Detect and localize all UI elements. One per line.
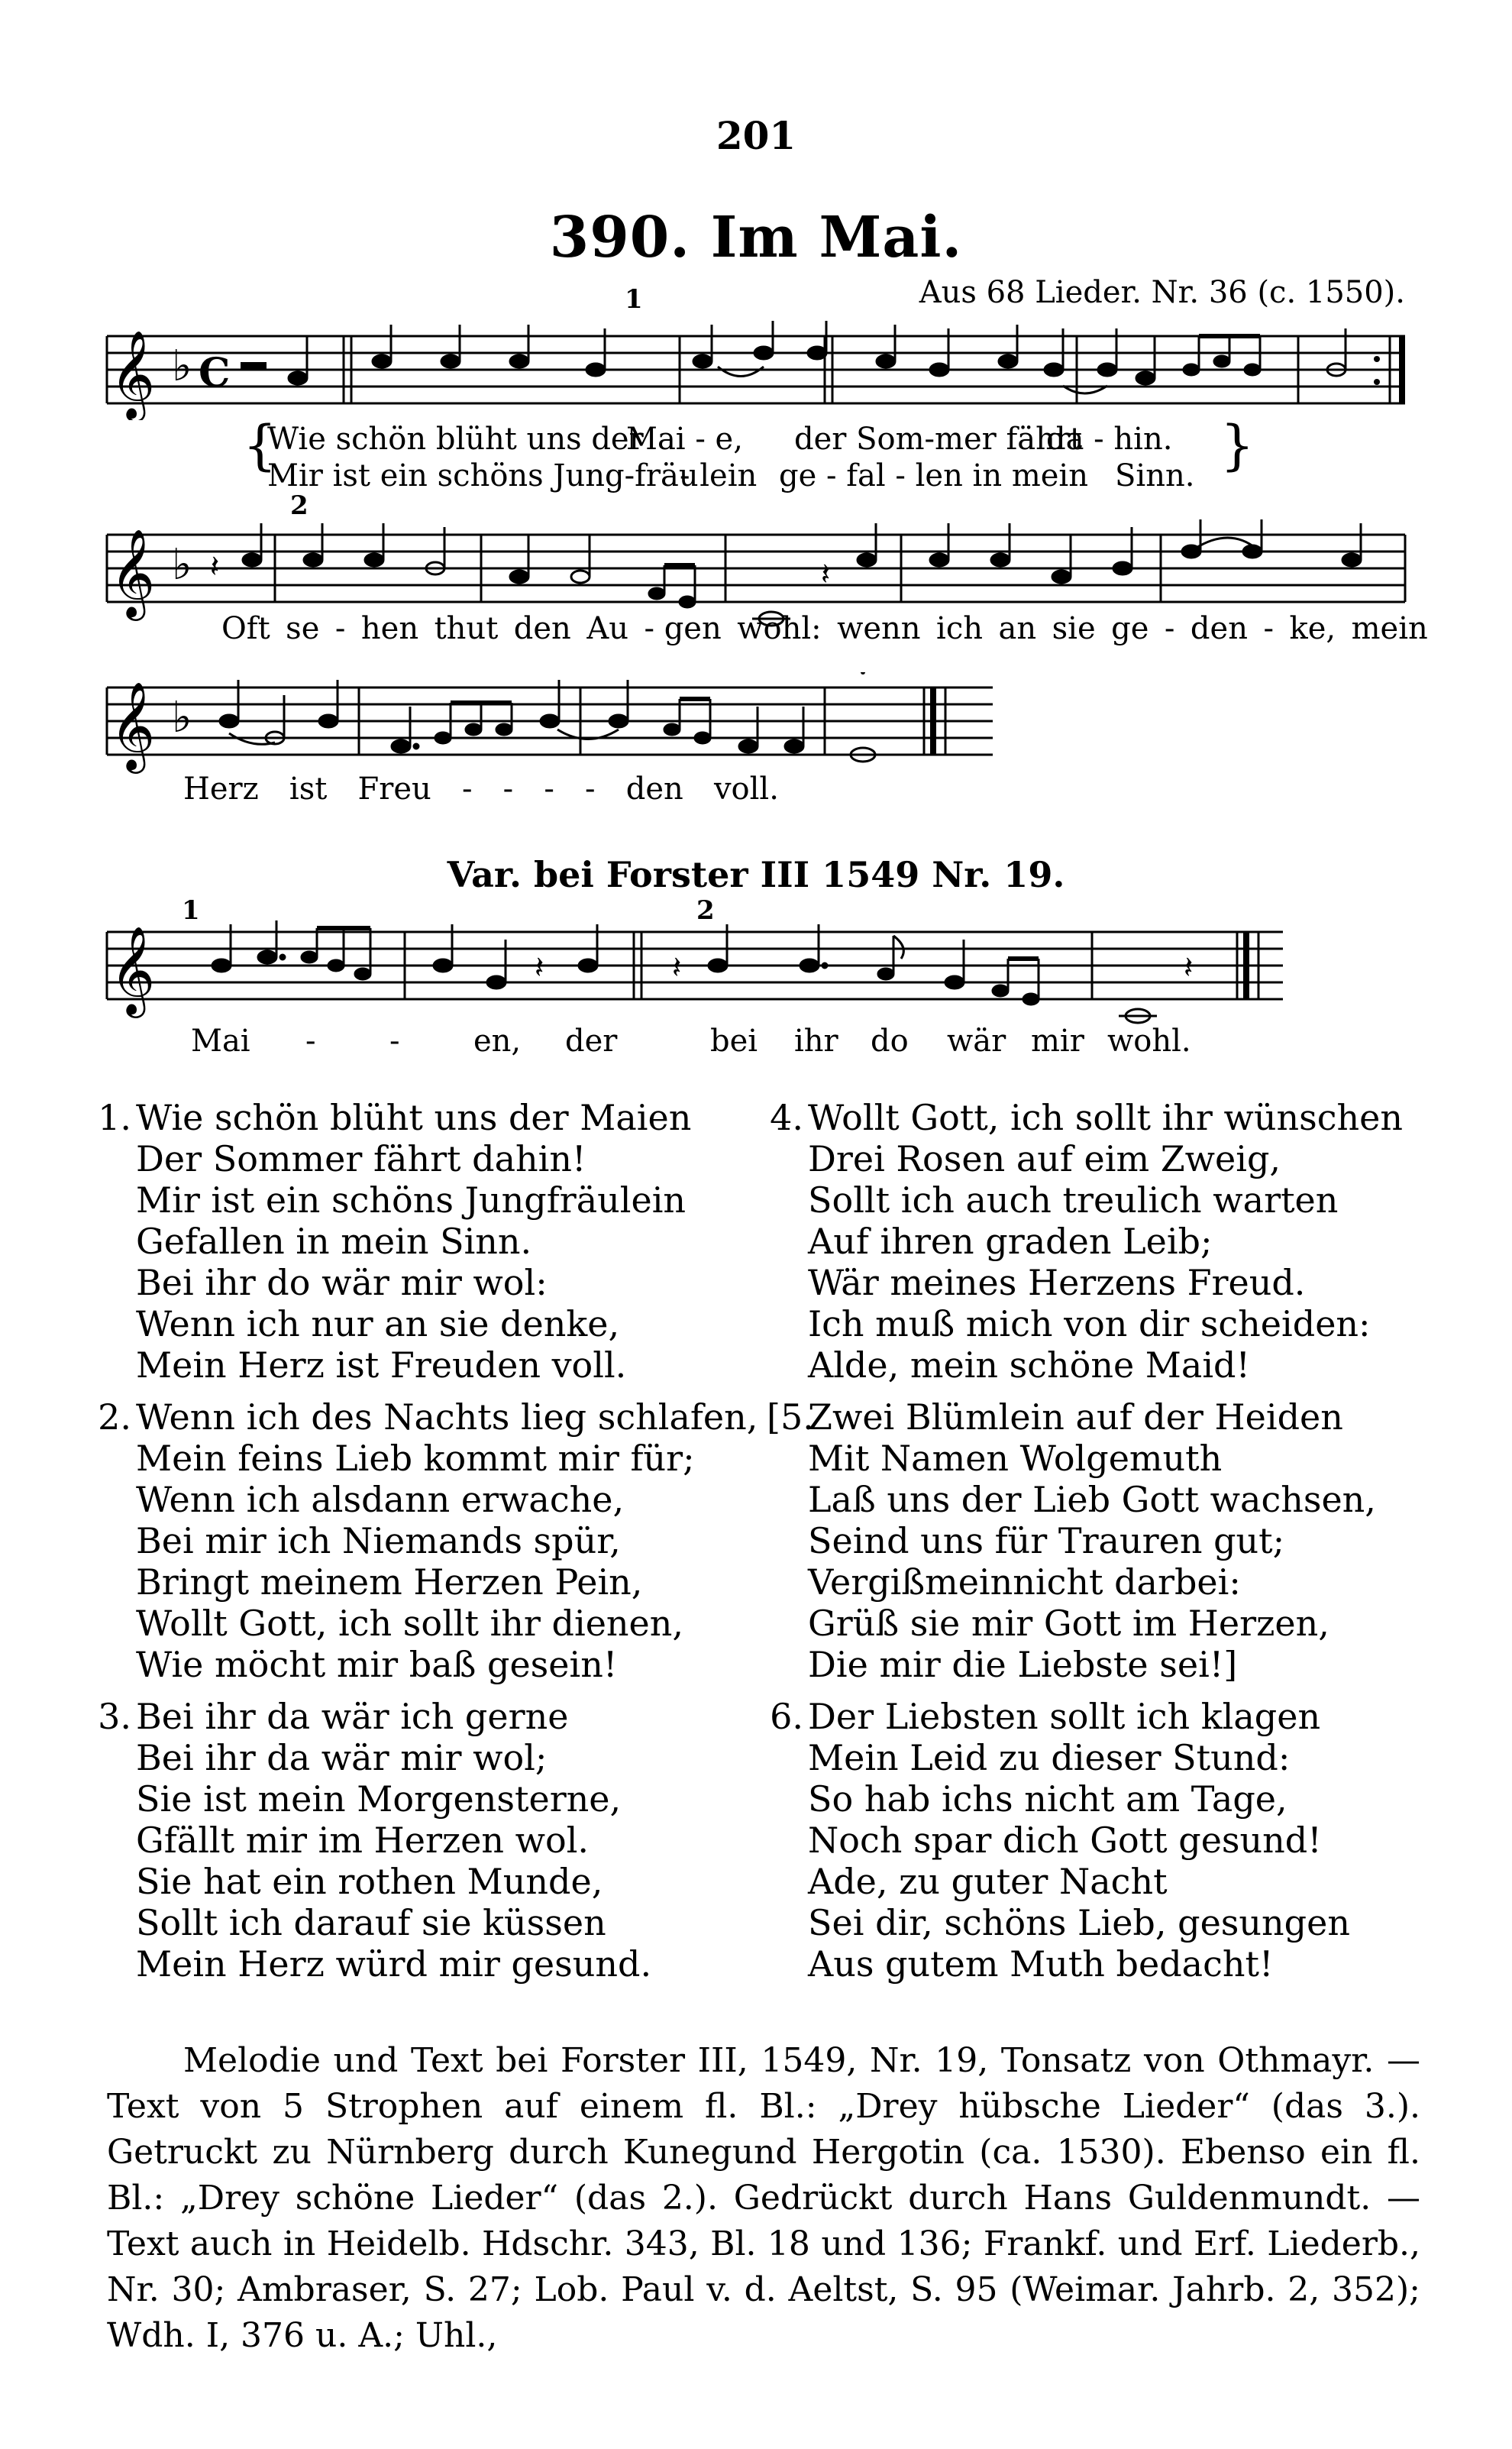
verse-line: Mein Leid zu dieser Stund:: [808, 1737, 1291, 1778]
svg-text:𝄽: 𝄽: [1184, 950, 1194, 985]
lyric-syllable: thut: [434, 611, 499, 646]
lyric-line-2b: - lein: [680, 458, 758, 493]
lyric-syllable: ist: [289, 772, 328, 807]
variant-title: Var. bei Forster III 1549 Nr. 19.: [447, 854, 1065, 895]
lyric-syllable: ich: [936, 611, 984, 646]
lyric-syllable: voll.: [713, 772, 779, 807]
lyric-syllable: an: [998, 611, 1037, 646]
lyric-syllable: -: [502, 772, 514, 807]
lyric-syllable: ge: [1111, 611, 1149, 646]
lyric-line-2a: Mir ist ein schöns Jung-fräu: [267, 458, 699, 493]
verse-line: Ich muß mich von dir scheiden:: [808, 1303, 1371, 1344]
variant-lyric: der: [565, 1024, 618, 1059]
variant-lyric: -: [389, 1024, 400, 1059]
verse-line: Wär meines Herzens Freud.: [808, 1262, 1306, 1303]
stanza-6: [767, 1696, 1439, 1985]
verse-line: Gfällt mir im Herzen wol.: [136, 1820, 590, 1861]
stanza-number: 6.: [770, 1696, 803, 1737]
lyric-syllable: -: [1263, 611, 1274, 646]
verse-line: Laß uns der Lieb Gott wachsen,: [808, 1479, 1376, 1520]
variant-lyric: ihr: [794, 1024, 838, 1059]
verse-line: Vergißmeinnicht darbei:: [808, 1561, 1241, 1603]
verse-line: Drei Rosen auf eim Zweig,: [808, 1138, 1281, 1179]
verse-line: Grüß sie mir Gott im Herzen,: [808, 1603, 1329, 1644]
verse-line: Der Sommer fährt dahin!: [136, 1138, 586, 1179]
song-title: 390. Im Mai.: [549, 205, 963, 270]
verse-line: Der Liebsten sollt ich klagen: [808, 1696, 1321, 1737]
lyric-syllable: -: [334, 611, 346, 646]
lyric-syllable: wohl:: [737, 611, 822, 646]
variant-lyric: do: [871, 1024, 909, 1059]
svg-text:♭: ♭: [172, 540, 192, 590]
verse-line: Seind uns für Trauren gut;: [808, 1520, 1285, 1561]
verse-line: Mein Herz würd mir gesund.: [136, 1943, 652, 1985]
page-number: 201: [716, 113, 796, 158]
stanza-number: 2.: [98, 1396, 131, 1438]
verse-line: Noch spar dich Gott gesund!: [808, 1820, 1322, 1861]
lyric-syllable: den: [625, 772, 683, 807]
verse-line: Aus gutem Muth bedacht!: [808, 1943, 1274, 1985]
verse-line: Mit Namen Wolgemuth: [808, 1438, 1223, 1479]
verse-line: Bei ihr da wär mir wol;: [136, 1737, 548, 1778]
measure-mark-1: 1: [625, 284, 643, 315]
svg-text:𝄞: 𝄞: [110, 528, 156, 617]
lyric-syllable: Freu: [357, 772, 431, 807]
verse-line: Bringt meinem Herzen Pein,: [136, 1561, 643, 1603]
lyric-syllable: wenn: [837, 611, 921, 646]
measure-mark-2: 2: [290, 490, 309, 521]
variant-lyric: -: [305, 1024, 316, 1059]
variant-lyric: Mai: [191, 1024, 250, 1059]
verse-line: Wenn ich nur an sie denke,: [136, 1303, 620, 1344]
source-note: [107, 2038, 1420, 2359]
verse-line: Wie möcht mir baß gesein!: [136, 1644, 618, 1685]
verse-line: Bei ihr do wär mir wol:: [136, 1262, 548, 1303]
stanza-2: [95, 1396, 767, 1685]
lyric-syllable: -: [544, 772, 554, 807]
verse-line: Bei mir ich Niemands spür,: [136, 1520, 621, 1561]
lyric-syllable: Oft: [221, 611, 270, 646]
lyric-line-1c: der Som-mer fährt: [794, 422, 1083, 457]
lyric-syllable: -: [585, 772, 596, 807]
verse-line: Gefallen in mein Sinn.: [136, 1221, 532, 1262]
stanza-number: 3.: [98, 1696, 131, 1737]
stanzas-left-column: [95, 1097, 767, 1995]
variant-mark-2: 2: [696, 895, 715, 926]
lyric-syllable: -: [461, 772, 473, 807]
verse-line: Sei dir, schöns Lieb, gesungen: [808, 1902, 1350, 1943]
lyric-syllable: ke,: [1289, 611, 1336, 646]
brace-icon: {: [243, 414, 277, 477]
verse-line: Sollt ich darauf sie küssen: [136, 1902, 606, 1943]
source-reference: Aus 68 Lieder. Nr. 36 (c. 1550).: [919, 275, 1405, 310]
lyric-syllable: - gen: [644, 611, 722, 646]
verse-line: Wollt Gott, ich sollt ihr dienen,: [136, 1603, 684, 1644]
lyric-syllable: den: [513, 611, 571, 646]
verse-line: So hab ichs nicht am Tage,: [808, 1778, 1287, 1820]
svg-text:♭: ♭: [172, 693, 192, 742]
lyric-syllable: -: [1164, 611, 1175, 646]
stanza-1: [95, 1097, 767, 1386]
lyric-syllable: Au: [586, 611, 628, 646]
lyric-syllable: hen: [360, 611, 419, 646]
variant-lyric: wär: [947, 1024, 1006, 1059]
lyric-syllable: Herz: [183, 772, 259, 807]
verse-line: Zwei Blümlein auf der Heiden: [808, 1396, 1343, 1438]
brace-icon: }: [1220, 414, 1255, 477]
common-time-icon: C: [199, 350, 231, 396]
svg-text:𝄽: 𝄽: [535, 950, 544, 985]
lyric-row-staff-3: [183, 772, 779, 807]
lyric-line-2d: Sinn.: [1115, 458, 1195, 493]
lyric-line-2c: ge - fal - len in mein: [779, 458, 1088, 493]
verse-line: Wollt Gott, ich sollt ihr wünschen: [808, 1097, 1404, 1138]
lyric-line-1d: da - hin.: [1046, 422, 1173, 457]
verse-line: Mir ist ein schöns Jungfräulein: [136, 1179, 687, 1221]
variant-lyric: bei: [710, 1024, 758, 1059]
lyric-syllable: mein: [1351, 611, 1428, 646]
treble-clef-icon: 𝄞: [110, 329, 156, 419]
music-staff-3: [92, 672, 1054, 787]
lyric-syllable: den: [1190, 611, 1248, 646]
svg-text:𝄽: 𝄽: [821, 557, 831, 592]
stanzas-right-column: [767, 1097, 1439, 1995]
source-note-text: Melodie und Text bei Forster III, 1549, Nr. 19, Tonsatz von Othmayr. — Text von 5 Strophen auf einem fl. Bl.: „Drey hübsche Lieder“ (das 3.). Getruckt zu Nürnberg durch Kunegund Hergotin (ca. 1530). Ebenso ein fl. Bl.: „Drey schöne Lieder“ (das 2.). Gedrückt durch Hans Guldenmundt. — Text auch in Heidelb. Hdschr. 343, Bl. 18 und 136; Frankf. und Erf. Liederb., Nr. 30; Ambraser, S. 27; Lob. Paul v. d. Aeltst, S. 95 (Weimar. Jahrb. 2, 352); Wdh. I, 376 u. A.; Uhl.,: [107, 2041, 1420, 2355]
lyric-syllable: sie: [1052, 611, 1096, 646]
lyric-row-staff-2: [221, 611, 1428, 646]
verse-line: Die mir die Liebste sei!]: [808, 1644, 1238, 1685]
verse-line: Wenn ich des Nachts lieg schlafen,: [136, 1396, 758, 1438]
stanza-5: [767, 1396, 1439, 1685]
lyric-line-1a: Wie schön blüht uns der: [267, 422, 644, 457]
verse-line: Ade, zu guter Nacht: [808, 1861, 1168, 1902]
lyric-line-1b: Mai - e,: [626, 422, 743, 457]
variant-lyric: en,: [473, 1024, 522, 1059]
verse-line: Sollt ich auch treulich warten: [808, 1179, 1339, 1221]
music-staff-1: [92, 321, 1436, 420]
verse-line: Auf ihren graden Leib;: [808, 1221, 1213, 1262]
lyric-syllable: se: [286, 611, 320, 646]
svg-text:𝄞: 𝄞: [110, 681, 156, 770]
music-staff-variant: [92, 917, 1329, 1031]
verse-line: Mein Herz ist Freuden voll.: [136, 1344, 627, 1386]
variant-lyric: wohl.: [1107, 1024, 1191, 1059]
stanza-number: [5.: [767, 1396, 814, 1438]
verse-line: Sie ist mein Morgensterne,: [136, 1778, 622, 1820]
variant-lyric: mir: [1031, 1024, 1084, 1059]
variant-mark-1: 1: [182, 895, 200, 926]
verse-line: Alde, mein schöne Maid!: [808, 1344, 1250, 1386]
verse-line: Wie schön blüht uns der Maien: [136, 1097, 692, 1138]
verse-line: Wenn ich alsdann erwache,: [136, 1479, 625, 1520]
verse-line: Mein feins Lieb kommt mir für;: [136, 1438, 695, 1479]
verse-line: Bei ihr da wär ich gerne: [136, 1696, 569, 1737]
svg-text:𝄽: 𝄽: [672, 950, 682, 985]
flat-icon: ♭: [172, 341, 192, 391]
stanza-4: [767, 1097, 1439, 1386]
stanza-number: 4.: [770, 1097, 803, 1138]
stanza-number: 1.: [98, 1097, 131, 1138]
svg-text:𝄞: 𝄞: [110, 925, 156, 1014]
stanza-3: [95, 1696, 767, 1985]
svg-text:𝄽: 𝄽: [210, 549, 220, 584]
verse-line: Sie hat ein rothen Munde,: [136, 1861, 603, 1902]
